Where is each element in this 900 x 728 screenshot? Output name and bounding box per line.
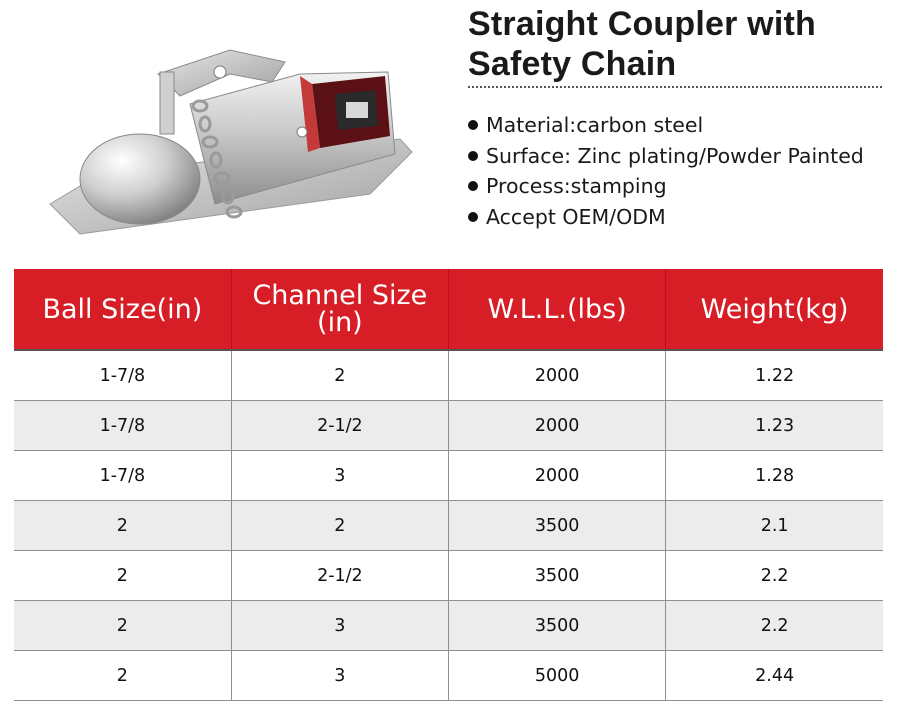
cell-channel-size: 2 (231, 350, 448, 401)
cell-wll: 2000 (449, 350, 666, 401)
bullet-icon (468, 212, 478, 222)
table-row (14, 501, 883, 551)
cell-ball-size: 2 (14, 601, 231, 651)
product-image (40, 44, 420, 244)
cell-ball-size: 2 (14, 501, 231, 551)
cell-wll: 2000 (449, 401, 666, 451)
spec-text: Surface: Zinc plating/Powder Painted (486, 143, 864, 168)
cell-wll: 3500 (449, 551, 666, 601)
spec-list (466, 110, 864, 232)
cell-channel-size: 2-1/2 (231, 551, 448, 601)
cell-wll: 3500 (449, 601, 666, 651)
spec-item (466, 171, 864, 202)
table-row (14, 601, 883, 651)
table-row (14, 401, 883, 451)
cell-ball-size: 2 (14, 551, 231, 601)
cell-weight: 2.2 (666, 601, 883, 651)
spec-text: Accept OEM/ODM (486, 204, 666, 229)
cell-wll: 2000 (449, 451, 666, 501)
cell-channel-size: 3 (231, 601, 448, 651)
table-row (14, 651, 883, 701)
spec-text: Material:carbon steel (486, 113, 704, 137)
cell-ball-size: 1-7/8 (14, 451, 231, 501)
spec-item (466, 202, 864, 233)
cell-weight: 2.1 (666, 501, 883, 551)
cell-channel-size: 2 (231, 501, 448, 551)
header-ball-size: Ball Size(in) (14, 269, 231, 350)
bullet-icon (468, 181, 478, 191)
cell-channel-size: 3 (231, 651, 448, 701)
cell-weight: 2.44 (666, 651, 883, 701)
bullet-icon (468, 120, 478, 130)
cell-ball-size: 1-7/8 (14, 350, 231, 401)
cell-wll: 5000 (449, 651, 666, 701)
cell-weight: 1.28 (666, 451, 883, 501)
cell-weight: 1.23 (666, 401, 883, 451)
title-divider (468, 86, 882, 88)
bullet-icon (468, 151, 478, 161)
cell-ball-size: 1-7/8 (14, 401, 231, 451)
header-channel-size: Channel Size (in) (231, 269, 448, 350)
cell-channel-size: 3 (231, 451, 448, 501)
cell-weight: 2.2 (666, 551, 883, 601)
cell-ball-size: 2 (14, 651, 231, 701)
table-header-row (14, 269, 883, 350)
table-row (14, 551, 883, 601)
coupler-illustration (40, 44, 420, 244)
spec-item (466, 110, 864, 141)
header-weight: Weight(kg) (666, 269, 883, 350)
cell-weight: 1.22 (666, 350, 883, 401)
cell-wll: 3500 (449, 501, 666, 551)
spec-item (466, 141, 864, 172)
table-row (14, 451, 883, 501)
spec-table (14, 269, 883, 701)
header-wll: W.L.L.(lbs) (449, 269, 666, 350)
cell-channel-size: 2-1/2 (231, 401, 448, 451)
product-title: Straight Coupler with Safety Chain (468, 5, 816, 83)
table-row (14, 350, 883, 401)
spec-text: Process:stamping (486, 174, 667, 198)
